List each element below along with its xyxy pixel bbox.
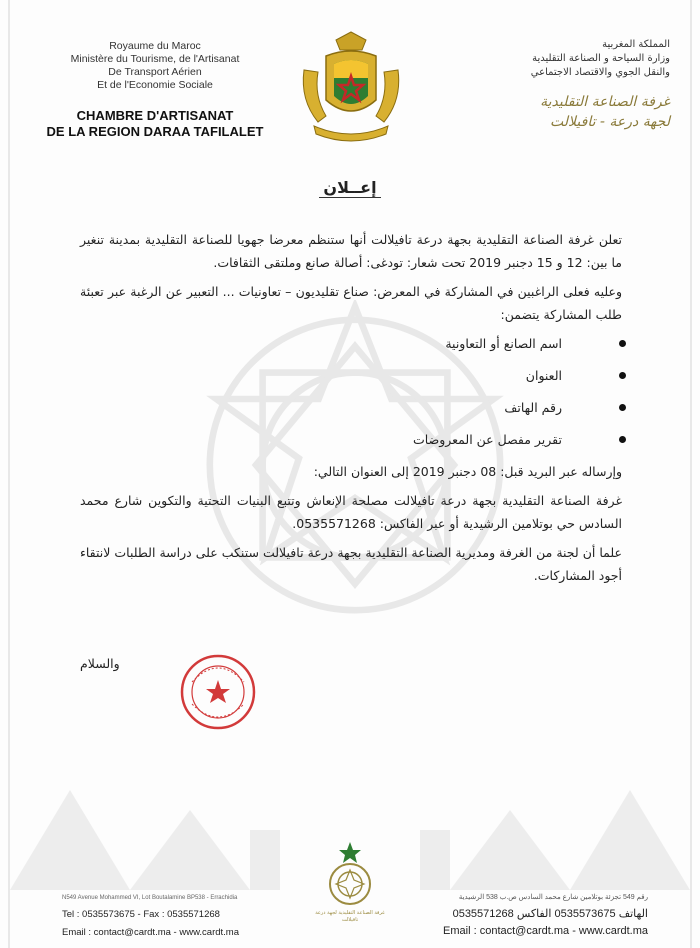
announcement-body xyxy=(80,228,622,593)
header-line: Et de l'Economie Sociale xyxy=(97,79,213,91)
closing-text: والسلام xyxy=(80,656,120,671)
footer-address-ar: رقم 549 تجزئة بوتلامين شارع محمد السادس ص.ب 538 الرشيدية xyxy=(458,894,648,901)
page-border-right xyxy=(690,0,692,948)
chamber-name-ar-line2: لجهة درعة - تافيلالت xyxy=(550,114,670,130)
announcement-title-text: إعــلان xyxy=(319,178,380,198)
list-item: تقرير مفصل عن المعروضات xyxy=(80,428,562,451)
footer-arabic xyxy=(418,893,648,942)
header-line: De Transport Aérien xyxy=(108,66,202,78)
header-line-ar: وزارة السياحة و الصناعة التقليدية xyxy=(532,53,670,64)
footer-emblem-label: غرفة الصناعة التقليدية لجهة درعة تافيلالت xyxy=(315,910,385,923)
header-line-ar: المملكة المغربية xyxy=(602,39,670,50)
footer-email-ar: Email : contact@cardt.ma - www.cardt.ma xyxy=(443,925,648,937)
footer-phone: Tel : 0535573675 - Fax : 0535571268 xyxy=(62,909,220,920)
footer-address: N549 Avenue Mohammed VI, Lot Boutalamine BP538 - Errachidia xyxy=(62,895,238,901)
footer-phone-ar: الهاتف 0535573675 الفاكس 0535571268 xyxy=(452,908,648,920)
chamber-name-line2: DE LA REGION DARAA TAFILALET xyxy=(46,124,264,139)
header-french xyxy=(40,40,270,140)
requirements-list xyxy=(80,332,622,451)
header-line: Ministère du Tourisme, de l'Artisanat xyxy=(70,53,240,65)
announcement-title xyxy=(0,178,700,197)
chamber-name-french xyxy=(40,108,270,140)
moroccan-coat-of-arms-icon xyxy=(296,30,406,150)
list-item: رقم الهاتف xyxy=(80,396,562,419)
chamber-emblem-icon xyxy=(310,840,390,910)
header-arabic xyxy=(430,38,670,132)
header-line-ar: والنقل الجوي والاقتصاد الاجتماعي xyxy=(530,67,670,78)
paragraph-committee: علما أن لجنة من الغرفة ومديرية الصناعة التقليدية بجهة درعة تافيلالت ستنكب على دراسة الطلبات لانتقاء أجود المشاركات. xyxy=(80,545,622,583)
paragraph-intro: تعلن غرفة الصناعة التقليدية بجهة درعة تافيلالت أنها ستنظم معرضا جهويا للصناعة التقليدية بمدينة تنغير ما بين: 12 و 15 دجنبر 2019 تحت شعار: تودغى: أصالة صانع وملتقى الثقافات. xyxy=(80,232,622,270)
footer-emblem xyxy=(310,840,390,940)
paragraph-address: غرفة الصناعة التقليدية بجهة درعة تافيلالت مصلحة الإنعاش وتتبع البنيات التحتية والتكوين شارع محمد السادس حي بوتلامين الرشيدية أو عبر الفاكس: 0535571268. xyxy=(80,493,622,531)
paragraph-participation: وعليه فعلى الراغبين في المشاركة في المعرض: صناع تقليديون – تعاونيات ... التعبير عن الرغبة عبر تعبئة طلب المشاركة يتضمن: xyxy=(80,284,622,322)
official-stamp-icon xyxy=(178,652,258,732)
footer-french xyxy=(62,895,282,945)
footer-email: Email : contact@cardt.ma - www.cardt.ma xyxy=(62,927,239,938)
header-line: Royaume du Maroc xyxy=(109,40,201,52)
chamber-name-line1: CHAMBRE D'ARTISANAT xyxy=(76,108,234,123)
chamber-name-arabic xyxy=(430,92,670,132)
list-item: العنوان xyxy=(80,364,562,387)
list-item: اسم الصانع أو التعاونية xyxy=(80,332,562,355)
chamber-name-ar-line1: غرفة الصناعة التقليدية xyxy=(540,94,670,110)
paragraph-deadline: وإرساله عبر البريد قبل: 08 دجنبر 2019 إلى العنوان التالي: xyxy=(313,464,622,479)
